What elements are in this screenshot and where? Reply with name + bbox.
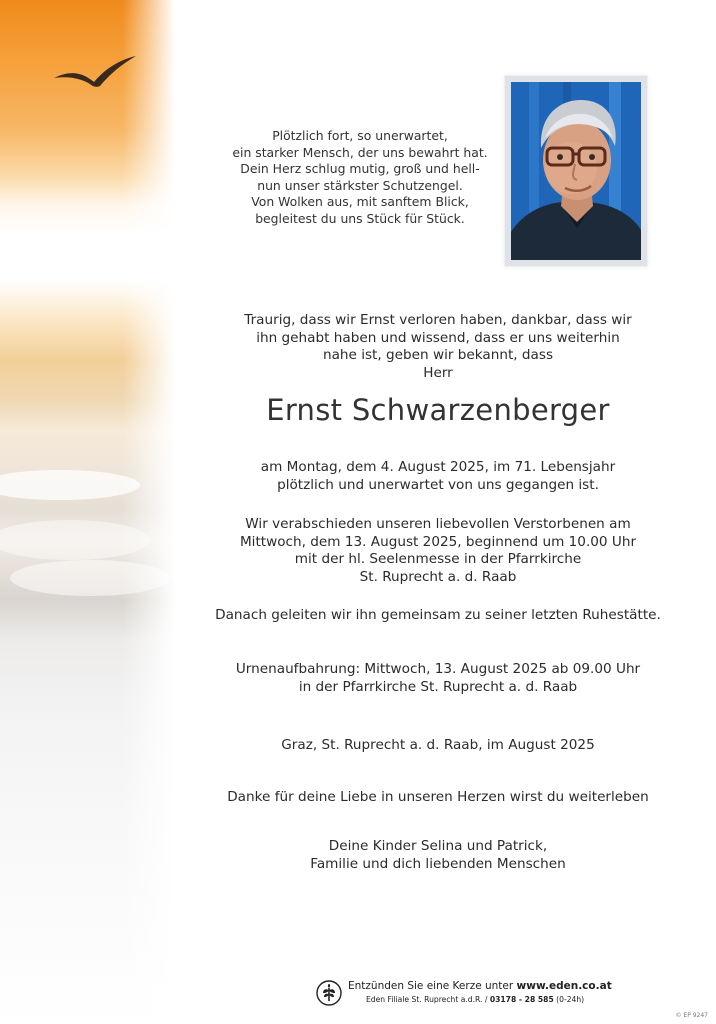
intro-line: Herr: [423, 364, 453, 381]
death-line: am Montag, dem 4. August 2025, im 71. Lebensjahr: [260, 459, 616, 475]
candle-text: Entzünden Sie eine Kerze unter: [348, 980, 517, 992]
poem-line: Plötzlich fort, so unerwartet,: [272, 128, 448, 143]
copyright-note: © EP 9247: [675, 1012, 708, 1019]
sea-foam: [0, 470, 140, 500]
poem-line: Dein Herz schlug mutig, groß und hell-: [240, 161, 480, 176]
poem-line: Von Wolken aus, mit sanftem Blick,: [251, 194, 469, 209]
poem-line: begleitest du uns Stück für Stück.: [255, 210, 465, 226]
farewell-line: mit der hl. Seelenmesse in der Pfarrkirche: [294, 551, 582, 567]
eden-tree-logo-icon: [316, 980, 342, 1006]
funeral-home-footer: [316, 978, 616, 1008]
branch-phone: 03178 - 28 585: [489, 995, 554, 1004]
portrait-illustration: [511, 82, 641, 260]
death-notice: [190, 459, 686, 494]
sea-foam: [0, 520, 150, 560]
branch-contact-line: [366, 995, 584, 1004]
farewell-line: Mittwoch, dem 13. August 2025, beginnend um 10.00 Uhr: [239, 533, 637, 550]
portrait-frame: [505, 76, 647, 266]
burial-info: Danach geleiten wir ihn gemeinsam zu seiner letzten Ruhestätte.: [215, 607, 661, 623]
poem-line: ein starker Mensch, der uns bewahrt hat.: [232, 144, 488, 160]
deceased-name: Ernst Schwarzenberger: [266, 393, 610, 427]
urn-line: in der Pfarrkirche St. Ruprecht a. d. Raab: [298, 678, 578, 695]
candle-url-link[interactable]: www.eden.co.at: [516, 980, 612, 992]
branch-name: Eden Filiale St. Ruprecht a.d.R. /: [366, 995, 490, 1004]
intro-line: Traurig, dass wir Ernst verloren haben, dankbar, dass wir: [244, 312, 632, 328]
family-line: Deine Kinder Selina und Patrick,: [328, 838, 548, 854]
place-and-date: Graz, St. Ruprecht a. d. Raab, im August 2025: [281, 737, 595, 753]
farewell-line: Wir verabschieden unseren liebevollen Verstorbenen am: [245, 516, 631, 532]
intro-line: nahe ist, geben wir bekannt, dass: [322, 347, 554, 363]
urn-viewing-info: [190, 661, 686, 696]
sea-foam: [10, 560, 170, 596]
sunset-sea-decoration: [0, 0, 175, 1024]
mourners: [190, 838, 686, 873]
death-line: plötzlich und unerwartet von uns gegangen ist.: [277, 476, 599, 493]
memorial-poem: [200, 128, 520, 227]
poem-line: nun unser stärkster Schutzengel.: [257, 177, 463, 193]
funeral-service-info: [190, 516, 686, 586]
announcement-intro: [190, 312, 686, 382]
thanks-line: Danke für deine Liebe in unseren Herzen wirst du weiterleben: [227, 789, 649, 805]
seagull-icon: [52, 52, 138, 92]
farewell-line: St. Ruprecht a. d. Raab: [359, 568, 517, 585]
family-line: Familie und dich liebenden Menschen: [310, 855, 566, 872]
urn-line: Urnenaufbahrung: Mittwoch, 13. August 2025 ab 09.00 Uhr: [235, 661, 641, 677]
candle-link-line: [348, 980, 612, 992]
branch-hours: (0-24h): [553, 995, 585, 1004]
portrait-photo: [511, 82, 641, 260]
intro-line: ihn gehabt haben und wissend, dass er uns weiterhin: [256, 329, 620, 346]
